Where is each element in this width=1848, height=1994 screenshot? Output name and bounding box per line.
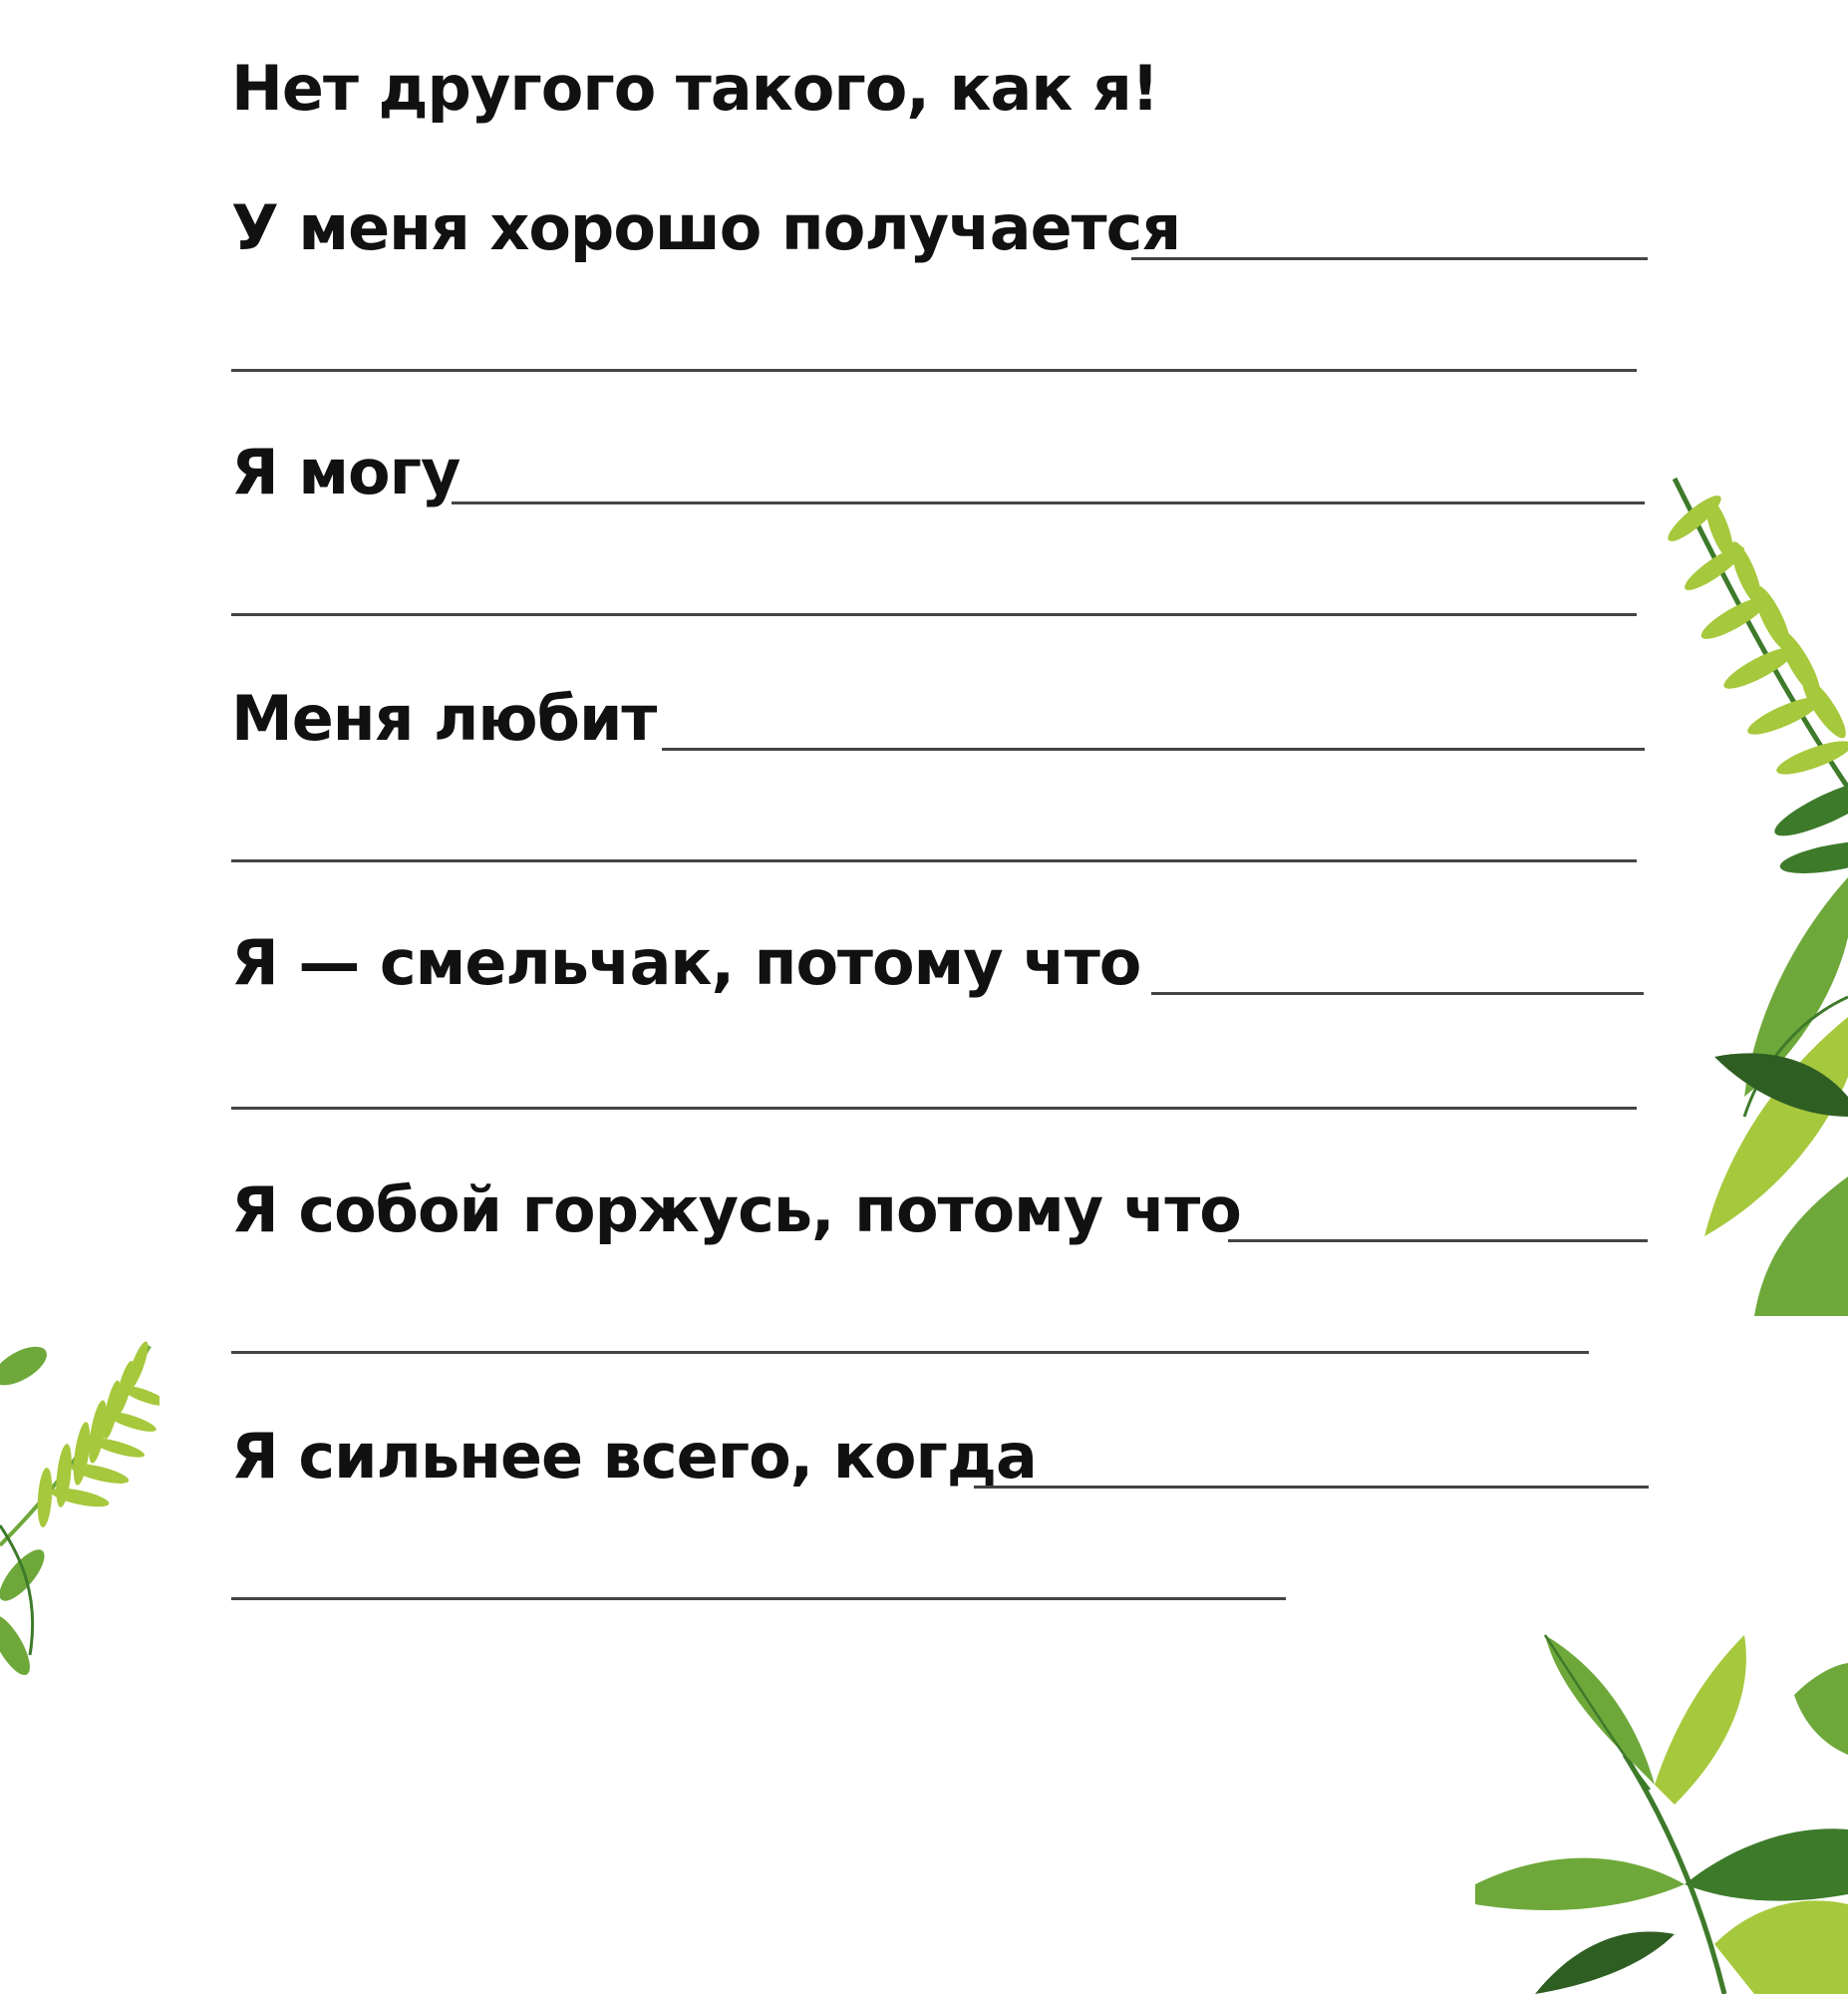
answer-line[interactable] [1151, 992, 1644, 995]
answer-line[interactable] [662, 748, 1645, 751]
answer-line[interactable] [1228, 1239, 1648, 1242]
worksheet-title: Нет другого такого, как я! [231, 52, 1159, 125]
answer-line[interactable] [452, 501, 1645, 504]
answer-line[interactable] [231, 1597, 1286, 1600]
prompt-i-can: Я могу [231, 436, 461, 508]
prompt-loved-by: Меня любит [231, 682, 657, 755]
prompt-proud-because: Я собой горжусь, потому что [231, 1173, 1241, 1246]
foliage-bottom-right-illustration [1475, 1615, 1848, 1994]
answer-line[interactable] [974, 1486, 1649, 1489]
answer-line[interactable] [231, 859, 1637, 862]
answer-line[interactable] [231, 1351, 1589, 1354]
answer-line[interactable] [231, 613, 1637, 616]
prompt-good-at: У меня хорошо получается [231, 191, 1181, 264]
fern-left-illustration [0, 1326, 159, 1705]
answer-line[interactable] [231, 369, 1637, 372]
prompt-brave-because: Я — смельчак, потому что [231, 926, 1141, 999]
answer-line[interactable] [1131, 257, 1648, 260]
foliage-right-illustration [1635, 459, 1848, 1316]
prompt-strongest-when: Я сильнее всего, когда [231, 1420, 1037, 1493]
answer-line[interactable] [231, 1107, 1637, 1110]
